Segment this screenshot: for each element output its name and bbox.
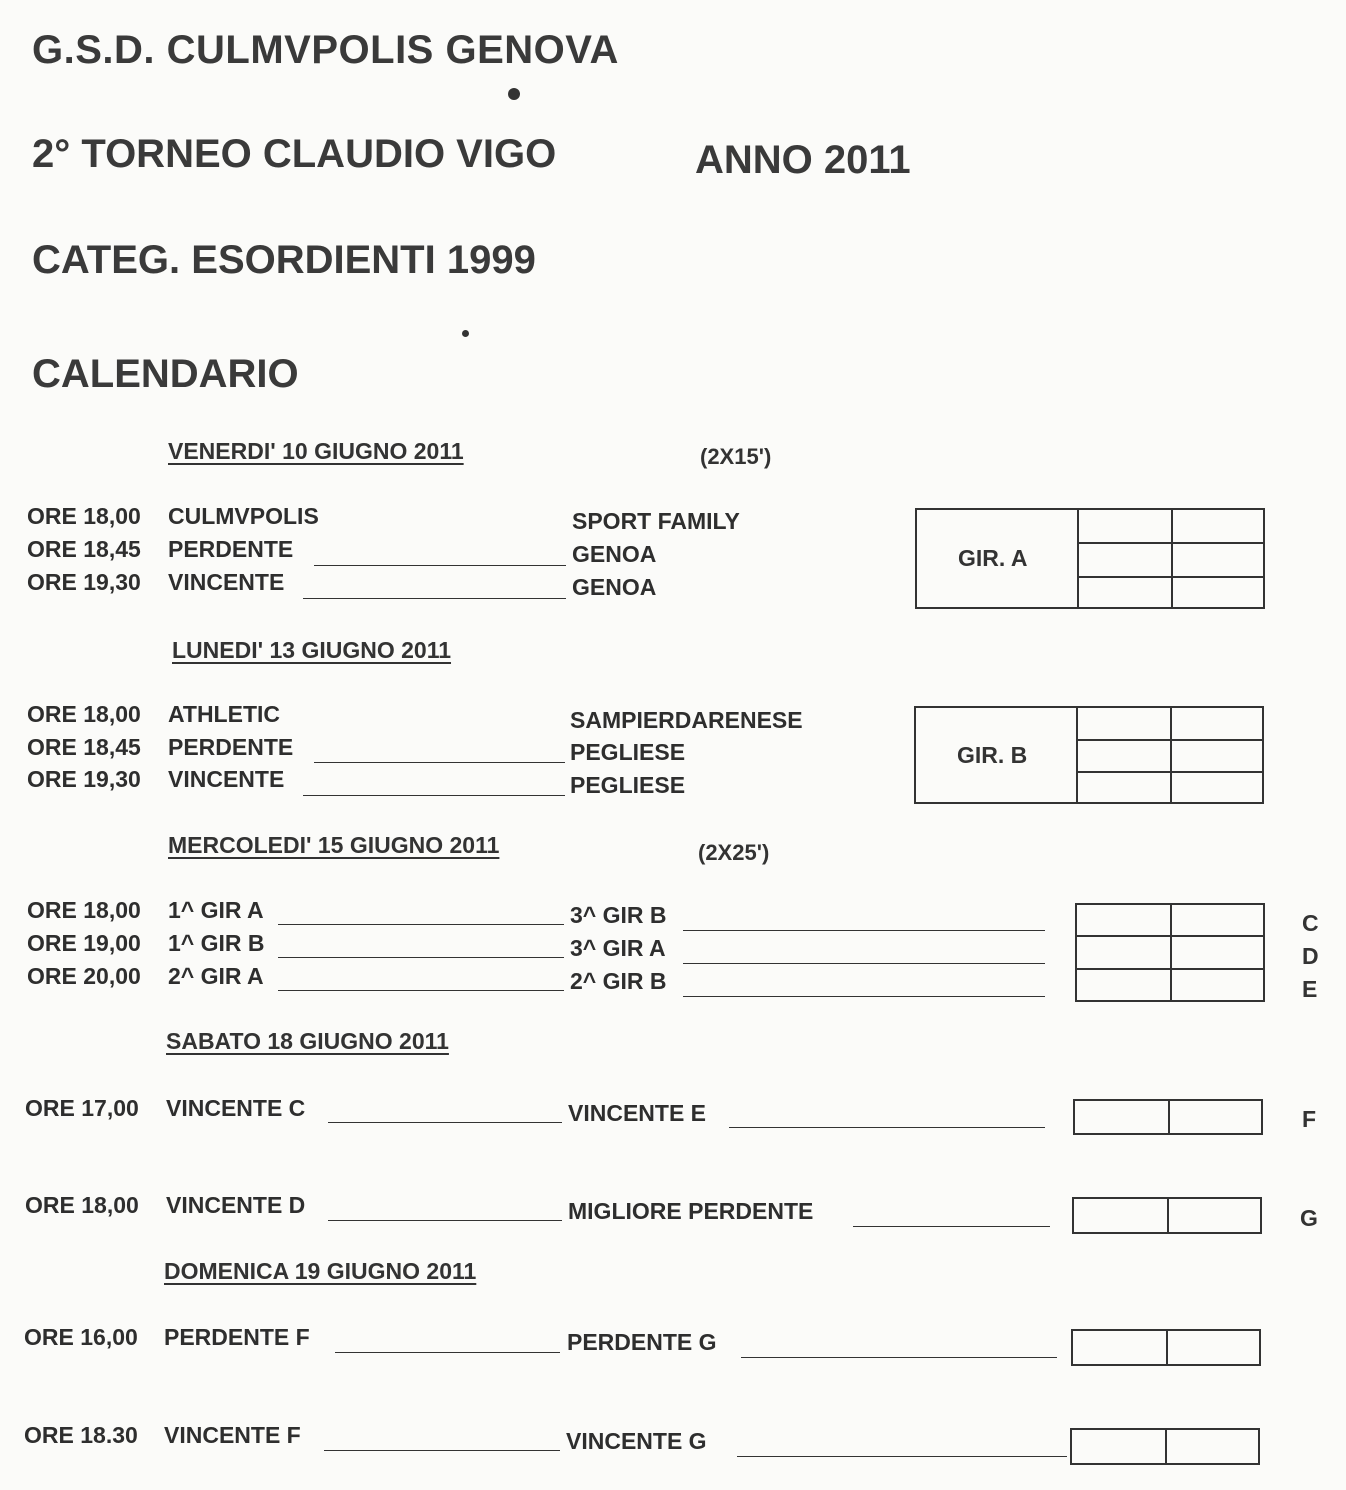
score-line bbox=[314, 565, 566, 566]
home-team: 1^ GIR A bbox=[168, 897, 264, 923]
table-divider bbox=[1075, 935, 1265, 937]
score-line bbox=[737, 1456, 1067, 1457]
table-divider bbox=[1075, 968, 1265, 970]
score-line bbox=[303, 598, 566, 599]
table-divider bbox=[1171, 508, 1173, 609]
home-team: 2^ GIR A bbox=[168, 963, 264, 989]
table-divider bbox=[1076, 739, 1264, 741]
score-line bbox=[683, 963, 1045, 964]
away-team: PEGLIESE bbox=[570, 772, 686, 798]
away-team: VINCENTE E bbox=[568, 1100, 707, 1126]
score-line bbox=[324, 1450, 560, 1451]
match-code: C bbox=[1302, 910, 1319, 936]
dot-mark bbox=[462, 330, 469, 337]
match-time: ORE 18.30 bbox=[24, 1422, 138, 1448]
table-divider bbox=[1077, 576, 1265, 578]
match-time: ORE 19,30 bbox=[27, 569, 141, 595]
home-team: VINCENTE D bbox=[166, 1192, 306, 1218]
away-team: SPORT FAMILY bbox=[572, 508, 740, 534]
match-code: F bbox=[1302, 1106, 1317, 1132]
group-label: GIR. A bbox=[958, 545, 1028, 571]
day-date: LUNEDI' 13 GIUGNO 2011 bbox=[172, 637, 452, 663]
table-divider bbox=[1165, 1428, 1167, 1465]
home-team: VINCENTE bbox=[168, 569, 285, 595]
day-date: VENERDI' 10 GIUGNO 2011 bbox=[168, 438, 464, 464]
table-divider bbox=[1168, 1099, 1170, 1135]
home-team: CULMVPOLIS bbox=[168, 503, 319, 529]
score-line bbox=[328, 1122, 562, 1123]
table-divider bbox=[1170, 903, 1172, 1002]
away-team: PERDENTE G bbox=[567, 1329, 717, 1355]
score-line bbox=[729, 1127, 1045, 1128]
tournament-year: ANNO 2011 bbox=[695, 138, 911, 182]
home-team: PERDENTE F bbox=[164, 1324, 310, 1350]
match-time: ORE 18,00 bbox=[25, 1192, 139, 1218]
match-time: ORE 18,45 bbox=[27, 734, 141, 760]
home-team: VINCENTE bbox=[168, 766, 285, 792]
match-time: ORE 18,00 bbox=[27, 503, 141, 529]
match-time: ORE 17,00 bbox=[25, 1095, 139, 1121]
match-duration: (2X15') bbox=[700, 444, 772, 469]
score-line bbox=[853, 1226, 1050, 1227]
match-code: E bbox=[1302, 976, 1318, 1002]
score-line bbox=[683, 996, 1045, 997]
match-time: ORE 16,00 bbox=[24, 1324, 138, 1350]
match-time: ORE 20,00 bbox=[27, 963, 141, 989]
away-team: 2^ GIR B bbox=[570, 968, 667, 994]
home-team: PERDENTE bbox=[168, 536, 294, 562]
table-divider bbox=[1076, 706, 1078, 804]
day-date: DOMENICA 19 GIUGNO 2011 bbox=[164, 1258, 477, 1284]
table-divider bbox=[1077, 542, 1265, 544]
table-divider bbox=[1076, 771, 1264, 773]
score-line bbox=[314, 762, 565, 763]
match-code: G bbox=[1300, 1205, 1318, 1231]
group-label: GIR. B bbox=[957, 742, 1028, 768]
score-line bbox=[741, 1357, 1057, 1358]
match-time: ORE 19,30 bbox=[27, 766, 141, 792]
table-divider bbox=[1170, 706, 1172, 804]
home-team: ATHLETIC bbox=[168, 701, 281, 727]
match-duration: (2X25') bbox=[698, 840, 770, 865]
table-divider bbox=[1166, 1329, 1168, 1366]
away-team: SAMPIERDARENESE bbox=[570, 707, 803, 733]
score-line bbox=[683, 930, 1045, 931]
match-time: ORE 18,00 bbox=[27, 897, 141, 923]
club-title: G.S.D. CULMVPOLIS GENOVA bbox=[32, 28, 619, 72]
home-team: VINCENTE F bbox=[164, 1422, 301, 1448]
away-team: 3^ GIR B bbox=[570, 902, 667, 928]
home-team: 1^ GIR B bbox=[168, 930, 265, 956]
match-time: ORE 19,00 bbox=[27, 930, 141, 956]
day-date: MERCOLEDI' 15 GIUGNO 2011 bbox=[168, 832, 500, 858]
match-time: ORE 18,00 bbox=[27, 701, 141, 727]
away-team: 3^ GIR A bbox=[570, 935, 666, 961]
score-line bbox=[335, 1352, 560, 1353]
tournament-title: 2° TORNEO CLAUDIO VIGO bbox=[32, 132, 557, 176]
match-time: ORE 18,45 bbox=[27, 536, 141, 562]
away-team: MIGLIORE PERDENTE bbox=[568, 1198, 814, 1224]
section-title: CALENDARIO bbox=[32, 352, 299, 396]
dot-mark bbox=[508, 88, 520, 100]
score-line bbox=[303, 795, 565, 796]
score-line bbox=[278, 990, 564, 991]
category-title: CATEG. ESORDIENTI 1999 bbox=[32, 238, 536, 282]
day-date: SABATO 18 GIUGNO 2011 bbox=[166, 1028, 449, 1054]
score-line bbox=[328, 1220, 562, 1221]
score-line bbox=[278, 924, 564, 925]
score-line bbox=[278, 957, 564, 958]
table-divider bbox=[1167, 1197, 1169, 1234]
table-divider bbox=[1077, 508, 1079, 609]
away-team: VINCENTE G bbox=[566, 1428, 707, 1454]
match-code: D bbox=[1302, 943, 1319, 969]
home-team: PERDENTE bbox=[168, 734, 294, 760]
away-team: GENOA bbox=[572, 541, 657, 567]
home-team: VINCENTE C bbox=[166, 1095, 306, 1121]
away-team: GENOA bbox=[572, 574, 657, 600]
away-team: PEGLIESE bbox=[570, 739, 686, 765]
